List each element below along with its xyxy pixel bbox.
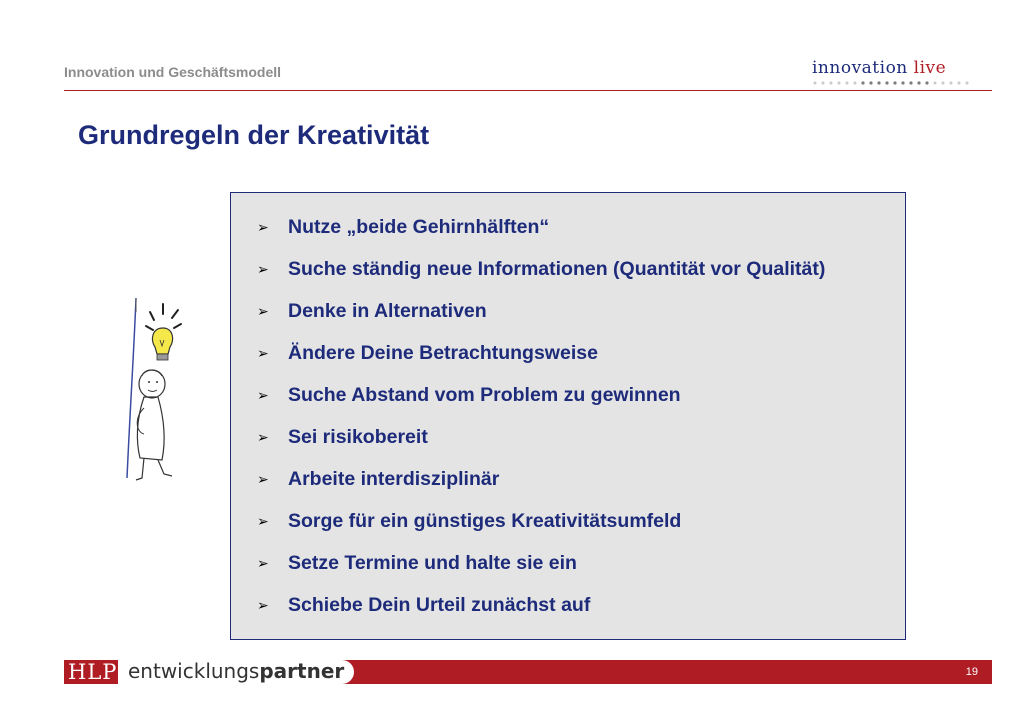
rules-list <box>257 215 825 635</box>
rule-text: Suche Abstand vom Problem zu gewinnen <box>288 384 681 406</box>
arrow-bullet-icon: ➢ <box>257 261 269 277</box>
arrow-bullet-icon: ➢ <box>257 303 269 319</box>
header-divider <box>64 90 992 91</box>
rule-item <box>257 215 825 257</box>
logo-dots-icon <box>812 80 972 86</box>
logo-word-innovation: innovation <box>812 58 908 78</box>
rules-box <box>230 192 906 640</box>
arrow-bullet-icon: ➢ <box>257 597 269 613</box>
rule-item <box>257 425 825 467</box>
footer-brand-part2: partner <box>259 659 345 683</box>
arrow-bullet-icon: ➢ <box>257 345 269 361</box>
thinking-person-lightbulb-icon <box>100 290 210 490</box>
logo-word-live: live <box>913 58 947 78</box>
arrow-bullet-icon: ➢ <box>257 471 269 487</box>
page-title: Grundregeln der Kreativität <box>78 120 430 150</box>
page-number: 19 <box>965 666 978 678</box>
arrow-bullet-icon: ➢ <box>257 513 269 529</box>
rule-item <box>257 509 825 551</box>
rule-item <box>257 383 825 425</box>
rule-text: Denke in Alternativen <box>288 300 487 322</box>
arrow-bullet-icon: ➢ <box>257 219 269 235</box>
rule-item <box>257 299 825 341</box>
rule-text: Nutze „beide Gehirnhälften“ <box>288 216 550 238</box>
rule-text: Ändere Deine Betrachtungsweise <box>288 342 598 364</box>
footer-hlp-logo: HLP <box>68 660 118 684</box>
rule-text: Sorge für ein günstiges Kreativitätsumfeld <box>288 510 682 532</box>
arrow-bullet-icon: ➢ <box>257 429 269 445</box>
rule-text: Sei risikobereit <box>288 426 428 448</box>
rule-text: Setze Termine und halte sie ein <box>288 552 577 574</box>
header-title: Innovation und Geschäftsmodell <box>64 64 282 80</box>
rule-item <box>257 341 825 383</box>
rule-item <box>257 593 825 635</box>
innovation-live-logo <box>812 58 972 90</box>
rule-text: Suche ständig neue Informationen (Quantität vor Qualität) <box>288 258 826 280</box>
arrow-bullet-icon: ➢ <box>257 555 269 571</box>
footer-brand-part1: entwicklungs <box>128 659 260 683</box>
rule-text: Arbeite interdisziplinär <box>288 468 500 490</box>
rule-item <box>257 257 825 299</box>
arrow-bullet-icon: ➢ <box>257 387 269 403</box>
rule-item <box>257 467 825 509</box>
rule-item <box>257 551 825 593</box>
rule-text: Schiebe Dein Urteil zunächst auf <box>288 594 591 616</box>
footer-brand-name <box>128 659 344 683</box>
